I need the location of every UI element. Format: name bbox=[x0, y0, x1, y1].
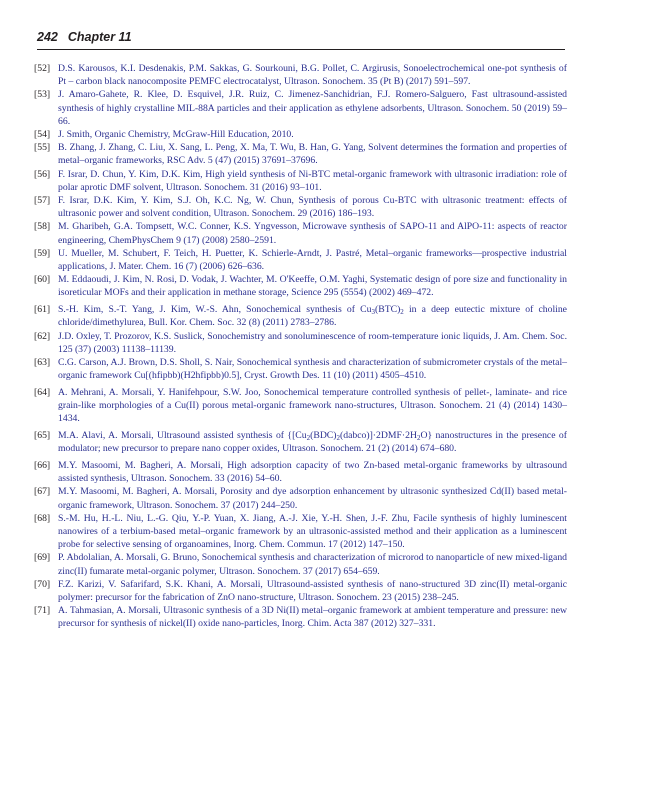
reference-text[interactable]: M. Eddaoudi, J. Kim, N. Rosi, D. Vodak, J. Wachter, M. O'Keeffe, O.M. Yaghi, Systematic design of pore size and functionality in isoreticular MOFs and their application in methane storage, Science 295 (5554) (2002) 469–472. bbox=[58, 274, 567, 299]
reference-item bbox=[34, 551, 568, 577]
reference-item bbox=[34, 330, 567, 356]
reference-number: [61] bbox=[34, 304, 51, 316]
reference-item bbox=[34, 168, 567, 194]
reference-number: [63] bbox=[34, 356, 51, 368]
reference-list bbox=[34, 62, 568, 631]
chapter-title: Chapter 11 bbox=[67, 30, 132, 44]
reference-item bbox=[34, 604, 567, 630]
reference-text[interactable]: D.S. Karousos, K.I. Desdenakis, P.M. Sakkas, G. Sourkouni, B.G. Pollet, C. Argirusis, Sonoelectrochemical one-pot synthesis of Pt – carbon black nanocomposite PEMFC electrocatalyst, Ultrason. Sonochem. 35 (Pt B) (2017) 591–597. bbox=[58, 63, 567, 88]
reference-text[interactable]: F. Israr, D. Chun, Y. Kim, D.K. Kim, High yield synthesis of Ni-BTC metal-organic framework with ultrasonic irradiation: role of polar aprotic DMF solvent, Ultrason. Sonochem. 31 (2016) 93–101. bbox=[58, 168, 567, 193]
reference-item bbox=[34, 194, 567, 220]
reference-text[interactable]: J. Smith, Organic Chemistry, McGraw-Hill Education, 2010. bbox=[58, 129, 294, 141]
reference-text[interactable]: M.A. Alavi, A. Morsali, Ultrasound assisted synthesis of $\{[Cu_2(BDC)_2(dabco)]\cdot 2DMF\cdot 2H_2O\}$ nanostructures in the presence of modulator; new precursor to prepare nano copper oxides, Ultrason. Sonochem. 21 (2) (2014) 674–680. bbox=[58, 429, 568, 455]
reference-item bbox=[34, 386, 567, 426]
reference-number: [65] bbox=[34, 429, 51, 441]
reference-number: [70] bbox=[34, 578, 51, 590]
reference-number: [60] bbox=[34, 274, 51, 286]
reference-number: [57] bbox=[34, 195, 51, 207]
reference-number: [54] bbox=[34, 129, 51, 141]
reference-text[interactable]: M.Y. Masoomi, M. Bagheri, A. Morsali, Porosity and dye adsorption enhancement by ultrasonic synthesized Cd(II) based metal-organic framework, Ultrason. Sonochem. 37 (2017) 244–250. bbox=[58, 486, 567, 511]
reference-text[interactable]: U. Mueller, M. Schubert, F. Teich, H. Puetter, K. Schierle-Arndt, J. Pastré, Metal–organic frameworks—prospective industrial applications, J. Mater. Chem. 16 (7) (2006) 626–636. bbox=[58, 247, 567, 273]
reference-text[interactable]: B. Zhang, J. Zhang, C. Liu, X. Sang, L. Peng, X. Ma, T. Wu, B. Han, G. Yang, Solvent determines the formation and properties of metal–organic frameworks, RSC Adv. 5 (47) (2015) 37691–37696. bbox=[58, 142, 567, 167]
reference-item bbox=[34, 88, 567, 128]
reference-item bbox=[34, 485, 567, 511]
reference-item bbox=[34, 512, 567, 552]
reference-number: [68] bbox=[34, 512, 51, 524]
reference-text[interactable]: J.D. Oxley, T. Prozorov, K.S. Suslick, Sonochemistry and sonoluminescence of room-temperature ionic liquids, J. Am. Chem. Soc. 125 (37) (2003) 11138–11139. bbox=[58, 330, 567, 355]
reference-number: [53] bbox=[34, 89, 51, 101]
reference-text[interactable]: S.-M. Hu, H.-L. Niu, L.-G. Qiu, Y.-P. Yuan, X. Jiang, A.-J. Xie, Y.-H. Shen, J.-F. Zhu, Facile synthesis of highly luminescent nanowires of a terbium-based metal–organic framework by an ultrasonic-assisted method and their application as a luminescent probe for selective sensing of organoamines, Inorg. Chem. Commun. 17 (2012) 147–150. bbox=[58, 512, 567, 551]
reference-number: [71] bbox=[34, 605, 51, 617]
header-rule bbox=[37, 49, 565, 50]
reference-text[interactable]: M.Y. Masoomi, M. Bagheri, A. Morsali, High adsorption capacity of two Zn-based metal-organic frameworks by ultrasound assisted synthesis, Ultrason. Sonochem. 33 (2016) 54–60. bbox=[58, 459, 567, 485]
reference-item bbox=[34, 356, 567, 382]
reference-text[interactable]: A. Tahmasian, A. Morsali, Ultrasonic synthesis of a 3D Ni(II) metal–organic framework at ambient temperature and pressure: new precursor for synthesis of nickel(II) oxide nano-particles, Inorg. Chim. Acta 387 (2012) 327–331. bbox=[58, 605, 567, 630]
reference-number: [58] bbox=[34, 221, 51, 233]
reference-number: [66] bbox=[34, 459, 51, 471]
reference-number: [56] bbox=[34, 168, 51, 180]
page-number: 242 bbox=[37, 30, 58, 44]
reference-item bbox=[34, 62, 567, 88]
reference-text[interactable]: M. Gharibeh, G.A. Tompsett, W.C. Conner, K.S. Yngvesson, Microwave synthesis of SAPO-11 and AlPO-11: aspects of reactor engineering, ChemPhysChem 9 (17) (2008) 2580–2591. bbox=[58, 221, 567, 246]
reference-item bbox=[34, 141, 567, 167]
reference-item bbox=[34, 459, 567, 485]
reference-text[interactable]: A. Mehrani, A. Morsali, Y. Hanifehpour, S.W. Joo, Sonochemical temperature controlled synthesis of pellet-, laminate- and rice grain-like morphologies of a Cu(II) porous metal-organic framework nano-structures, Ultrason. Sonochem. 21 (4) (2014) 1430–1434. bbox=[58, 386, 567, 425]
reference-text[interactable]: F. Israr, D.K. Kim, Y. Kim, S.J. Oh, K.C. Ng, W. Chun, Synthesis of porous Cu-BTC with ultrasonic treatment: effects of ultrasonic power and solvent condition, Ultrason. Sonochem. 29 (2016) 186–193. bbox=[58, 195, 567, 220]
reference-item bbox=[34, 273, 567, 299]
running-header bbox=[37, 30, 565, 44]
reference-text[interactable]: S.-H. Kim, S.-T. Yang, J. Kim, W.-S. Ahn, Sonochemical synthesis of $Cu_3(BTC)_2$ in a deep eutectic mixture of choline chloride/dimethylurea, Bull. Kor. Chem. Soc. 32 (8) (2011) 2783–2786. bbox=[58, 304, 567, 329]
reference-item bbox=[34, 247, 567, 273]
reference-number: [55] bbox=[34, 142, 51, 154]
reference-number: [67] bbox=[34, 486, 51, 498]
reference-item bbox=[34, 429, 568, 455]
reference-number: [52] bbox=[34, 63, 51, 74]
reference-item bbox=[34, 303, 567, 329]
reference-text[interactable]: P. Abdolalian, A. Morsali, G. Bruno, Sonochemical synthesis and characterization of microrod to nanoparticle of new mixed-ligand zinc(II) fumarate metal-organic polymer, Ultrason. Sonochem. 37 (2017) 654–659. bbox=[58, 552, 568, 577]
reference-item bbox=[34, 578, 567, 604]
reference-item bbox=[34, 128, 567, 141]
reference-item bbox=[34, 220, 567, 246]
reference-number: [69] bbox=[34, 552, 51, 564]
reference-text[interactable]: C.G. Carson, A.J. Brown, D.S. Sholl, S. Nair, Sonochemical synthesis and characterization of submicrometer crystals of the metal–organic framework Cu[(hfipbb)(H2hfipbb)0.5], Cryst. Growth Des. 11 (10) (2011) 4505–4510. bbox=[58, 356, 567, 382]
reference-number: [62] bbox=[34, 330, 51, 342]
reference-number: [59] bbox=[34, 247, 51, 259]
reference-number: [64] bbox=[34, 386, 51, 398]
reference-text[interactable]: J. Amaro-Gahete, R. Klee, D. Esquivel, J.R. Ruiz, C. Jimenez-Sanchidrian, F.J. Romero-Salguero, Fast ultrasound-assisted synthesis of highly crystalline MIL-88A particles and their application as ethylene adsorbents, Ultrason. Sonochem. 50 (2019) 59–66. bbox=[58, 89, 567, 127]
reference-text[interactable]: F.Z. Karizi, V. Safarifard, S.K. Khani, A. Morsali, Ultrasound-assisted synthesis of nano-structured 3D zinc(II) metal-organic polymer: precursor for the fabrication of ZnO nano-structure, Ultrason. Sonochem. 23 (2015) 238–245. bbox=[58, 578, 567, 603]
